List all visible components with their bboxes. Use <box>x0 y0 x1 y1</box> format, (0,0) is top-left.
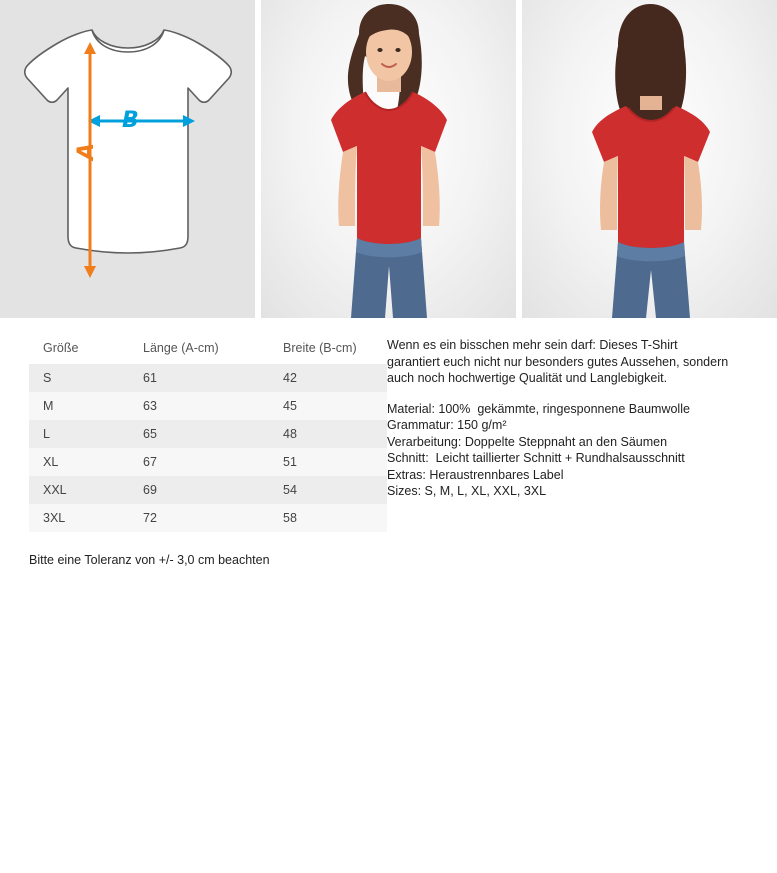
cell-length: 63 <box>129 392 269 420</box>
cell-size: M <box>29 392 129 420</box>
col-header-size: Größe <box>29 332 129 364</box>
product-image-strip <box>0 0 777 318</box>
size-table <box>29 332 387 532</box>
cell-size: S <box>29 364 129 392</box>
cell-size: L <box>29 420 129 448</box>
col-header-width: Breite (B-cm) <box>269 332 387 364</box>
cell-width: 45 <box>269 392 387 420</box>
spec-extras: Extras: Heraustrennbares Label <box>387 467 564 482</box>
table-row <box>29 420 387 448</box>
tshirt-outline-icon <box>0 0 255 318</box>
cell-width: 54 <box>269 476 387 504</box>
tolerance-note: Bitte eine Toleranz von +/- 3,0 cm beachten <box>29 553 270 567</box>
table-row <box>29 392 387 420</box>
size-table-column <box>0 332 387 567</box>
cell-size: XXL <box>29 476 129 504</box>
spec-material: Material: 100% gekämmte, ringesponnene Baumwolle <box>387 401 690 416</box>
cell-length: 72 <box>129 504 269 532</box>
length-label-a: A <box>74 142 100 161</box>
cell-width: 58 <box>269 504 387 532</box>
cell-width: 48 <box>269 420 387 448</box>
model-front-photo <box>261 0 516 318</box>
cell-length: 69 <box>129 476 269 504</box>
cell-size: 3XL <box>29 504 129 532</box>
cell-length: 67 <box>129 448 269 476</box>
table-row <box>29 476 387 504</box>
spec-verarbeitung: Verarbeitung: Doppelte Steppnaht an den Säumen <box>387 434 668 449</box>
measurement-diagram-panel <box>0 0 255 318</box>
intro-paragraph: Wenn es ein bisschen mehr sein darf: Dieses T-Shirt garantiert euch nicht nur besonders gutes Aussehen, sondern auch noch hochwertige Qualität und Langlebigkeit. <box>387 338 729 385</box>
product-description-column <box>387 332 777 567</box>
col-header-length: Länge (A-cm) <box>129 332 269 364</box>
cell-width: 51 <box>269 448 387 476</box>
model-front-illustration <box>261 0 516 318</box>
spec-sizes: Sizes: S, M, L, XL, XXL, 3XL <box>387 484 547 498</box>
table-row <box>29 364 387 392</box>
cell-length: 65 <box>129 420 269 448</box>
table-row <box>29 504 387 532</box>
model-back-photo <box>522 0 777 318</box>
cell-length: 61 <box>129 364 269 392</box>
spec-grammatur: Grammatur: 150 g/m² <box>387 418 507 432</box>
spec-schnitt: Schnitt: Leicht taillierter Schnitt + Rundhalsausschnitt <box>387 451 685 465</box>
table-row <box>29 448 387 476</box>
details-section <box>0 332 777 567</box>
model-back-illustration <box>522 0 777 318</box>
width-label-b: B <box>122 108 139 133</box>
cell-width: 42 <box>269 364 387 392</box>
table-header-row <box>29 332 387 364</box>
cell-size: XL <box>29 448 129 476</box>
